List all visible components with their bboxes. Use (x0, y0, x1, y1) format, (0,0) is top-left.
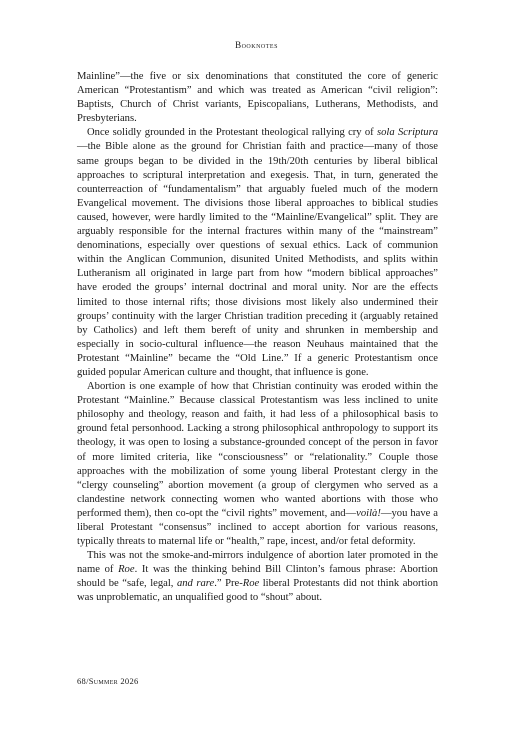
body-text (77, 70, 438, 606)
page-folio: 68/Summer 2026 (77, 676, 139, 686)
italic-segment: and rare (176, 578, 215, 590)
text-segment: .” Pre- (214, 578, 243, 590)
paragraph (77, 549, 438, 605)
text-segment: liberal Protestants did not think abortion was unproblematic, an unqualified good to “shout” about. (77, 578, 438, 604)
paragraph (77, 380, 438, 549)
text-segment: —the Bible alone as the ground for Christian faith and practice—many of those same groups began to be divided in the 19th/20th centuries by liberal biblical approaches to scriptural interpretation and exegesis. That, in turn, generated the counterreaction of “fundamentalism” that arguably fueled much of the modern Evangelical movement. The divisions those liberal approaches to biblical studies caused, however, were hardly limited to the “Mainline/Evangelical” split. They are arguably responsible for the internal fractures within many of the “mainstream” denominations, especially over questions of sexual ethics. Lack of communion within the Anglican Communion, disunited United Methodists, and splits within Lutheranism all originated in large part from how “modern biblical approaches” have eroded the groups’ internal doctrinal and moral unity. Nor are the effects limited to those internal rifts; those divisions most likely also undermined their groups’ continuity with the larger Christian tradition preceding it (arguably retained by Catholics) and left them bereft of unity and shrunken in membership and especially in socio-cultural influence—the reason Neuhaus maintained that the Protestant “Mainline” became the “Old Line.” If a generic Protestantism once guided popular American culture and thought, that influence is gone. (77, 141, 438, 378)
text-segment: —you have a liberal Protestant “consensus” inclined to accept abortion for various reasons, typically threats to maternal life or “health,” rape, incest, and/or fetal deformity. (77, 507, 439, 548)
running-head: Booknotes (235, 40, 278, 50)
text-segment: This was not the smoke-and-mirrors indulgence of abortion later promoted in the name of (77, 550, 438, 576)
paragraph (77, 70, 438, 126)
italic-segment: Roe (118, 564, 135, 576)
text-segment: Abortion is one example of how that Christian continuity was eroded within the Protestant “Mainline.” Because classical Protestantism was less inclined to unite philosophy and theology, reason and faith, it had less of a philosophical basis to ground fetal personhood. Lacking a strong philosophical anthropology to support its theology, it was open to losing a substance-grounded concept of the person in favor of more limited criteria, like “consciousness” or “relationality.” Couple those approaches with the mobilization of some young liberal Protestant clergy in the “clergy counseling” abortion movement (a group of clergymen who served as a clandestine network connecting women who wanted abortions with those who performed them), then co-opt the “civil rights” movement, and— (77, 381, 438, 519)
text-segment: . It was the thinking behind Bill Clinton’s famous phrase: Abortion should be “safe, legal, (77, 564, 438, 590)
text-segment: Once solidly grounded in the Protestant theological rallying cry of (87, 127, 378, 139)
italic-segment: Roe (242, 578, 260, 590)
italic-segment: voilà! (356, 507, 381, 519)
paragraph (77, 126, 438, 380)
italic-segment: sola Scriptura (377, 127, 438, 139)
text-segment: Mainline”—the five or six denominations that constituted the core of generic American “Protestantism” and which was treated as American “civil religion”: Baptists, Church of Christ variants, Episcopalians, Lutherans, Methodists, and Presbyterians. (77, 71, 438, 125)
